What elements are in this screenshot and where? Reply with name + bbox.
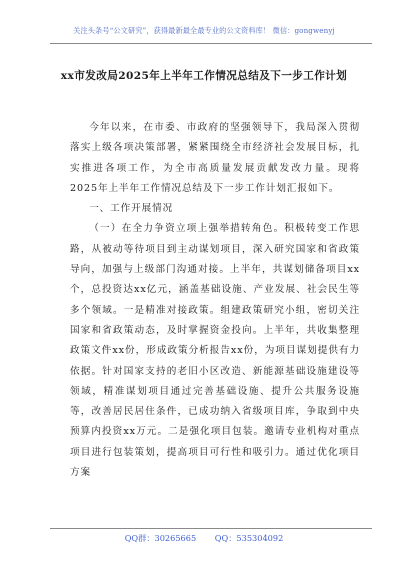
- footer-divider: [50, 528, 372, 529]
- header-divider: [50, 43, 372, 44]
- qq-group-number: QQ群：30265665: [124, 533, 197, 543]
- footer: [0, 533, 408, 544]
- document-body: [70, 118, 360, 483]
- intro-paragraph: 今年以来，在市委、市政府的坚强领导下，我局深入贯彻落实上级各项决策部署，紧紧围绕全市经济社会发展目标，扎实推进各项工作，为全市高质量发展贡献发改力量。现将2025年上半年工作情况总结及下一步工作计划汇报如下。: [70, 122, 360, 194]
- body-paragraph: （一）在全力争资立项上强举措转角色。积极转变工作思路，从被动等待项目到主动谋划项目，深入研究国家和省政策导向，加强与上级部门沟通对接。上半年，共谋划储备项目xx个，总投资达xx亿元，涵盖基础设施、产业发展、社会民生等多个领域。一是精准对接政策。组建政策研究小组，密切关注国家和省政策动态，及时掌握资金投向。上半年，共收集整理政策文件xx份，形成政策分析报告xx份，为项目谋划提供有力依据。针对国家支持的老旧小区改造、新能源基础设施建设等领域，精准谋划项目通过完善基础设施、提升公共服务设施等，改善居民居住条件，已成功纳入省级项目库，争取到中央预算内投资xx万元。二是强化项目包装。邀请专业机构对重点项目进行包装策划，提高项目可行性和吸引力。通过优化项目方案: [70, 223, 360, 479]
- qq-number: QQ：535304092: [214, 533, 284, 543]
- header-banner: 关注头条号“公文研究”，获得最新最全最专业的公文资料库！ 微信：gongwenyj: [73, 26, 335, 35]
- section-heading: 一、工作开展情况: [89, 203, 174, 215]
- document-title: xx市发改局2025年上半年工作情况总结及下一步工作计划: [60, 70, 348, 82]
